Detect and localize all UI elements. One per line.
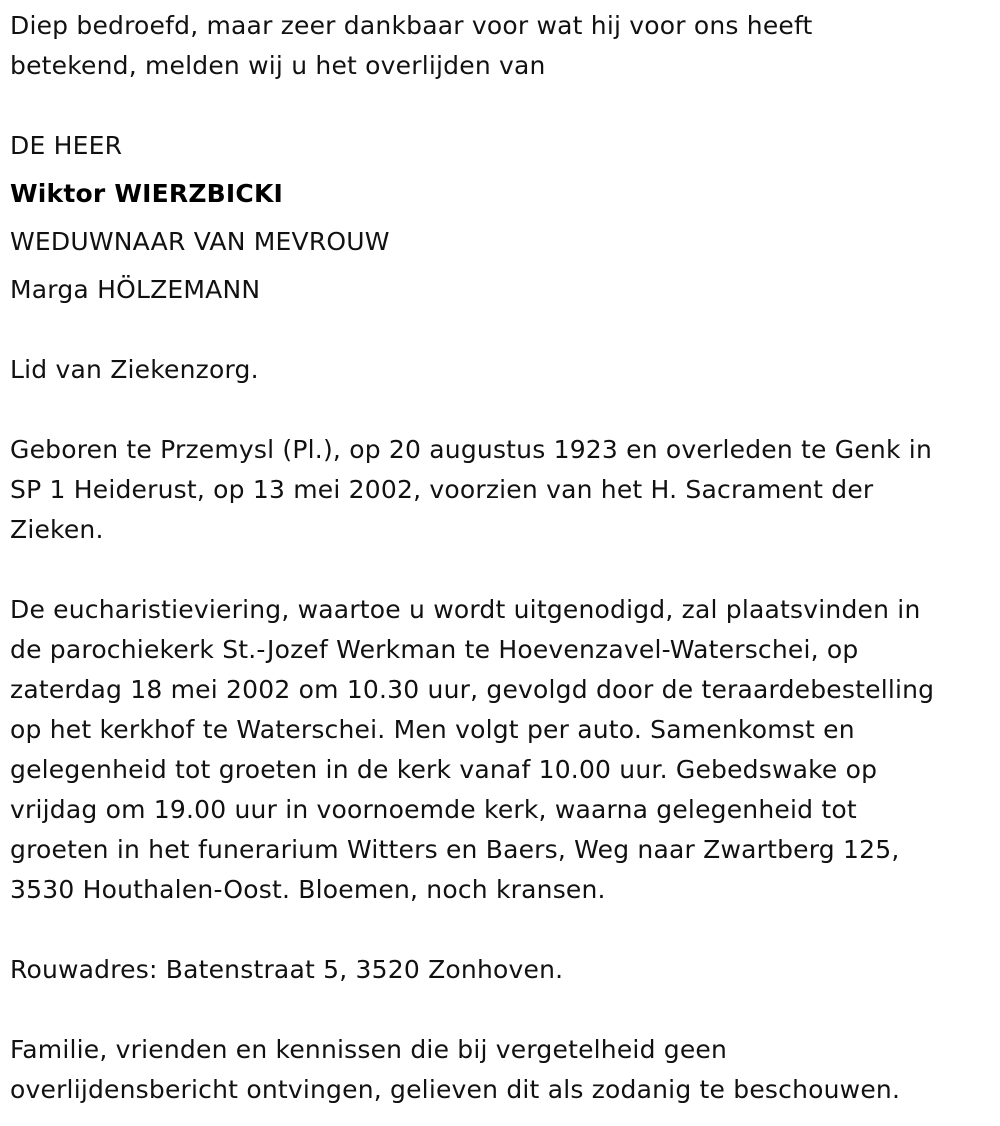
birth-death-line: SP 1 Heiderust, op 13 mei 2002, voorzien van het H. Sacrament der: [10, 475, 874, 504]
paragraph-spacer: [10, 990, 985, 1030]
membership-paragraph: [10, 350, 985, 390]
paragraph-spacer: [10, 390, 985, 430]
mourning-address: Rouwadres: Batenstraat 5, 3520 Zonhoven.: [10, 955, 564, 984]
ceremony-line: gelegenheid tot groeten in de kerk vanaf 10.00 uur. Gebedswake op: [10, 755, 878, 784]
deceased-prefix: DE HEER: [10, 131, 123, 160]
deceased-relation: WEDUWNAAR VAN MEVROUW: [10, 227, 390, 256]
ceremony-line: zaterdag 18 mei 2002 om 10.30 uur, gevolgd door de teraardebestelling: [10, 675, 935, 704]
closing-line: overlijdensbericht ontvingen, gelieven dit als zodanig te beschouwen.: [10, 1075, 901, 1104]
closing-line: Familie, vrienden en kennissen die bij vergetelheid geen: [10, 1035, 728, 1064]
ceremony-line: de parochiekerk St.-Jozef Werkman te Hoevenzavel-Waterschei, op: [10, 635, 859, 664]
obituary-notice: [10, 6, 985, 1110]
paragraph-spacer: [10, 550, 985, 590]
ceremony-line: 3530 Houthalen-Oost. Bloemen, noch kransen.: [10, 875, 606, 904]
birth-death-line: Geboren te Przemysl (Pl.), op 20 augustus 1923 en overleden te Genk in: [10, 435, 932, 464]
ceremony-line: op het kerkhof te Waterschei. Men volgt per auto. Samenkomst en: [10, 715, 855, 744]
membership-line: Lid van Ziekenzorg.: [10, 355, 259, 384]
ceremony-line: vrijdag om 19.00 uur in voornoemde kerk, waarna gelegenheid tot: [10, 795, 857, 824]
ceremony-line: De eucharistieviering, waartoe u wordt uitgenodigd, zal plaatsvinden in: [10, 595, 921, 624]
birth-death-line: Zieken.: [10, 515, 104, 544]
intro-line: betekend, melden wij u het overlijden van: [10, 51, 546, 80]
paragraph-spacer: [10, 310, 985, 350]
birth-death-paragraph: [10, 430, 985, 550]
paragraph-spacer: [10, 86, 985, 126]
intro-line: Diep bedroefd, maar zeer dankbaar voor wat hij voor ons heeft: [10, 11, 813, 40]
ceremony-paragraph: [10, 590, 985, 910]
deceased-name: Wiktor WIERZBICKI: [10, 179, 284, 208]
closing-paragraph: [10, 1030, 985, 1110]
address-paragraph: [10, 950, 985, 990]
ceremony-line: groeten in het funerarium Witters en Baers, Weg naar Zwartberg 125,: [10, 835, 900, 864]
deceased-block: [10, 126, 985, 310]
paragraph-spacer: [10, 910, 985, 950]
intro-paragraph: [10, 6, 985, 86]
spouse-name: Marga HÖLZEMANN: [10, 275, 261, 304]
